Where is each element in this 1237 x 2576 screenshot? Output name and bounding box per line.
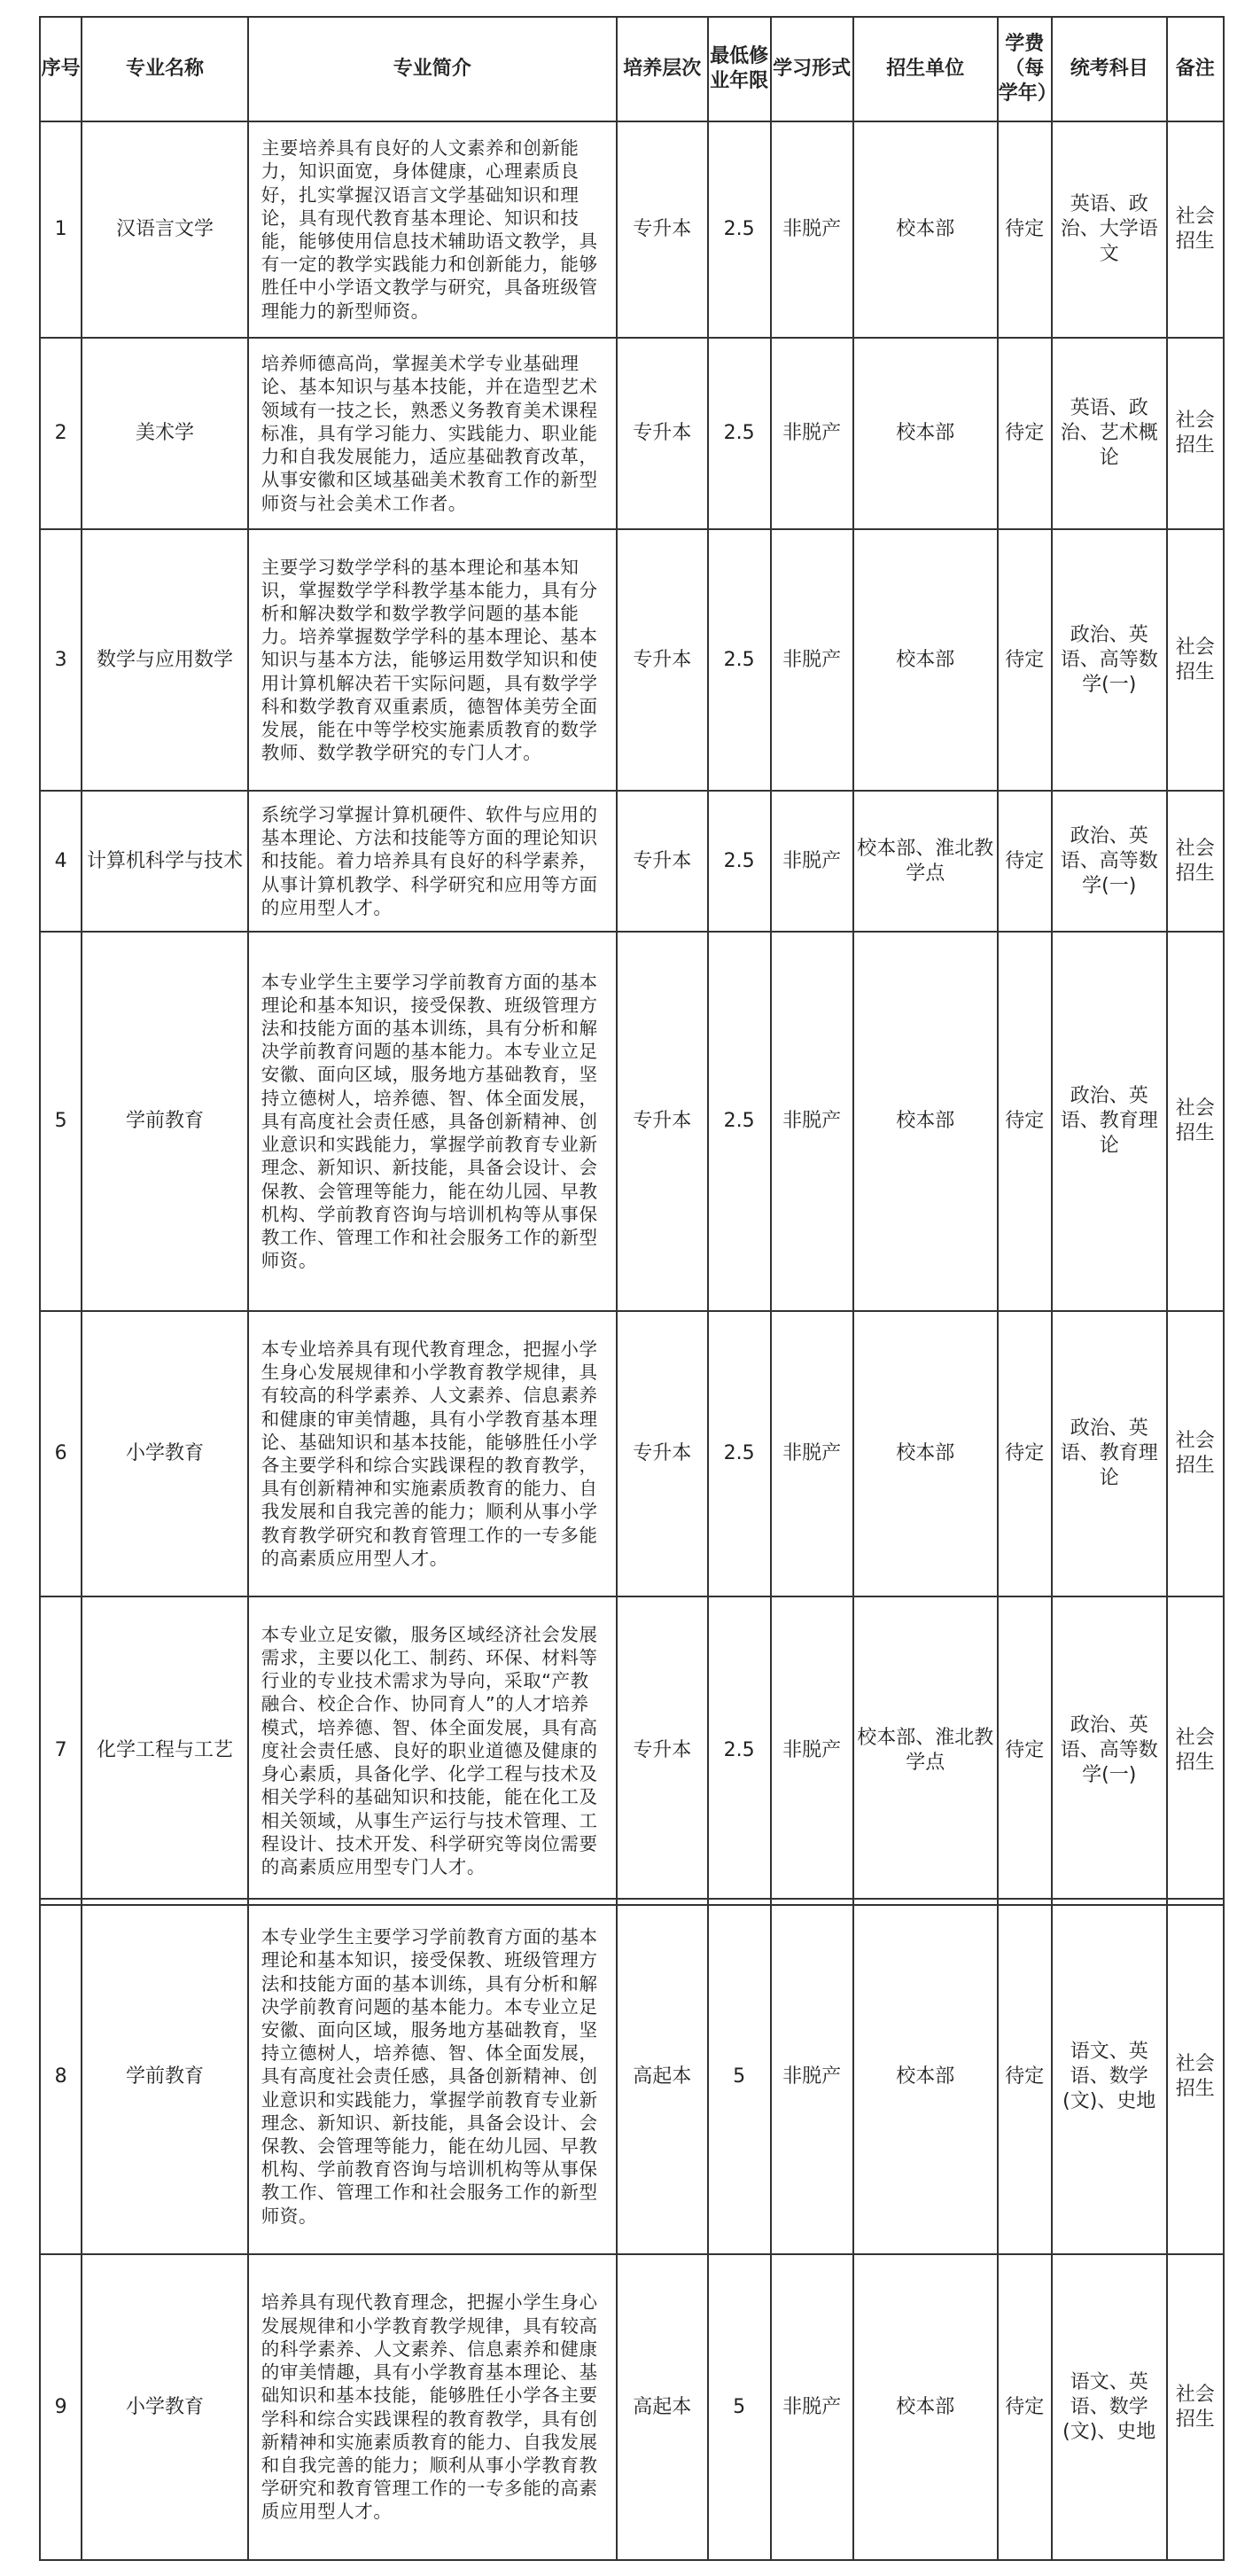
cell-fee: 待定	[998, 121, 1052, 338]
cell-fee: 待定	[998, 338, 1052, 529]
cell-level: 高起本	[617, 2254, 708, 2560]
cell-exam: 英语、政治、艺术概论	[1052, 338, 1167, 529]
header-name: 专业名称	[82, 17, 248, 121]
cell-intro: 系统学习掌握计算机硬件、软件与应用的基本理论、方法和技能等方面的理论知识和技能。着力培养具有良好的科学素养，从事计算机教学、科学研究和应用等方面的应用型人才。	[248, 791, 617, 932]
cell-intro: 本专业培养具有现代教育理念，把握小学生身心发展规律和小学教育教学规律，具有较高的科学素养、人文素养、信息素养和健康的审美情趣，具有小学教育基本理论、基础知识和基本技能，能够胜任小学各主要学科和综合实践课程的教育教学，具有创新精神和实施素质教育的能力、自我发展和自我完善的能力；顺利从事小学教育教学研究和教育管理工作的一专多能的高素质应用型人才。	[248, 1311, 617, 1596]
header-level: 培养层次	[617, 17, 708, 121]
cell-note: 社会招生	[1167, 529, 1224, 791]
cell-unit: 校本部	[853, 121, 998, 338]
enrollment-table-part-1	[39, 16, 1225, 1906]
header-note: 备注	[1167, 17, 1224, 121]
cell-fee: 待定	[998, 2254, 1052, 2560]
cell-level: 高起本	[617, 1899, 708, 2254]
cell-no: 8	[40, 1899, 82, 2254]
cell-level: 专升本	[617, 529, 708, 791]
cell-exam: 语文、英语、数学(文)、史地	[1052, 1899, 1167, 2254]
cell-fee: 待定	[998, 1899, 1052, 2254]
enrollment-table-part-2	[39, 1898, 1225, 2561]
cell-mode: 非脱产	[771, 932, 853, 1311]
cell-unit: 校本部	[853, 338, 998, 529]
cell-unit: 校本部	[853, 932, 998, 1311]
table-row	[40, 1596, 1224, 1905]
cell-exam: 政治、英语、高等数学(一)	[1052, 1596, 1167, 1905]
cell-fee: 待定	[998, 932, 1052, 1311]
header-mode: 学习形式	[771, 17, 853, 121]
cell-level: 专升本	[617, 791, 708, 932]
cell-mode: 非脱产	[771, 1596, 853, 1905]
table-row	[40, 791, 1224, 932]
cell-years: 2.5	[708, 529, 771, 791]
cell-intro: 本专业立足安徽，服务区域经济社会发展需求，主要以化工、制药、环保、材料等行业的专业技术需求为导向，采取“产教融合、校企合作、协同育人”的人才培养模式，培养德、智、体全面发展，具有高度社会责任感、良好的职业道德及健康的身心素质，具备化学、化学工程与技术及相关学科的基础知识和技能，能在化工及相关领域，从事生产运行与技术管理、工程设计、技术开发、科学研究等岗位需要的高素质应用型专门人才。	[248, 1596, 617, 1905]
cell-name: 美术学	[82, 338, 248, 529]
cell-level: 专升本	[617, 1596, 708, 1905]
cell-years: 2.5	[708, 791, 771, 932]
cell-unit: 校本部、淮北教学点	[853, 1596, 998, 1905]
cell-note: 社会招生	[1167, 1596, 1224, 1905]
cell-unit: 校本部、淮北教学点	[853, 791, 998, 932]
cell-no: 1	[40, 121, 82, 338]
cell-name: 学前教育	[82, 1899, 248, 2254]
cell-years: 2.5	[708, 338, 771, 529]
cell-note: 社会招生	[1167, 2254, 1224, 2560]
cell-level: 专升本	[617, 932, 708, 1311]
cell-intro: 培养师德高尚，掌握美术学专业基础理论、基本知识与基本技能，并在造型艺术领域有一技之长，熟悉义务教育美术课程标准，具有学习能力、实践能力、职业能力和自我发展能力，适应基础教育改革，从事安徽和区域基础美术教育工作的新型师资与社会美术工作者。	[248, 338, 617, 529]
cell-exam: 政治、英语、教育理论	[1052, 932, 1167, 1311]
cell-note: 社会招生	[1167, 338, 1224, 529]
cell-mode: 非脱产	[771, 1899, 853, 2254]
cell-name: 小学教育	[82, 2254, 248, 2560]
cell-intro: 主要培养具有良好的人文素养和创新能力，知识面宽，身体健康，心理素质良好，扎实掌握汉语言文学基础知识和理论，具有现代教育基本理论、知识和技能，能够使用信息技术辅助语文教学，具有一定的教学实践能力和创新能力，能够胜任中小学语文教学与研究，具备班级管理能力的新型师资。	[248, 121, 617, 338]
cell-fee: 待定	[998, 1311, 1052, 1596]
cell-no: 7	[40, 1596, 82, 1905]
header-years: 最低修业年限	[708, 17, 771, 121]
cell-exam: 政治、英语、高等数学(一)	[1052, 529, 1167, 791]
header-exam: 统考科目	[1052, 17, 1167, 121]
cell-mode: 非脱产	[771, 2254, 853, 2560]
cell-fee: 待定	[998, 529, 1052, 791]
cell-years: 2.5	[708, 1596, 771, 1905]
cell-name: 化学工程与工艺	[82, 1596, 248, 1905]
cell-level: 专升本	[617, 1311, 708, 1596]
table-row	[40, 932, 1224, 1311]
cell-exam: 政治、英语、教育理论	[1052, 1311, 1167, 1596]
cell-note: 社会招生	[1167, 1311, 1224, 1596]
cell-intro: 培养具有现代教育理念，把握小学生身心发展规律和小学教育教学规律，具有较高的科学素养、人文素养、信息素养和健康的审美情趣，具有小学教育基本理论、基础知识和基本技能，能够胜任小学各主要学科和综合实践课程的教育教学，具有创新精神和实施素质教育的能力、自我发展和自我完善的能力；顺利从事小学教育教学研究和教育管理工作的一专多能的高素质应用型人才。	[248, 2254, 617, 2560]
cell-note: 社会招生	[1167, 932, 1224, 1311]
cell-unit: 校本部	[853, 2254, 998, 2560]
cell-years: 5	[708, 1899, 771, 2254]
cell-years: 2.5	[708, 1311, 771, 1596]
table-row	[40, 529, 1224, 791]
cell-name: 数学与应用数学	[82, 529, 248, 791]
cell-level: 专升本	[617, 121, 708, 338]
cell-unit: 校本部	[853, 1311, 998, 1596]
header-fee: 学费（每学年）	[998, 17, 1052, 121]
cell-exam: 政治、英语、高等数学(一)	[1052, 791, 1167, 932]
cell-note: 社会招生	[1167, 121, 1224, 338]
cell-no: 2	[40, 338, 82, 529]
cell-no: 6	[40, 1311, 82, 1596]
cell-name: 计算机科学与技术	[82, 791, 248, 932]
cell-no: 9	[40, 2254, 82, 2560]
cell-exam: 语文、英语、数学(文)、史地	[1052, 2254, 1167, 2560]
table-row	[40, 121, 1224, 338]
cell-name: 小学教育	[82, 1311, 248, 1596]
cell-years: 2.5	[708, 121, 771, 338]
cell-years: 2.5	[708, 932, 771, 1311]
table-row	[40, 1899, 1224, 2254]
header-intro: 专业简介	[248, 17, 617, 121]
cell-unit: 校本部	[853, 1899, 998, 2254]
cell-fee: 待定	[998, 1596, 1052, 1905]
cell-intro: 本专业学生主要学习学前教育方面的基本理论和基本知识，接受保教、班级管理方法和技能方面的基本训练，具有分析和解决学前教育问题的基本能力。本专业立足安徽、面向区域，服务地方基础教育，坚持立德树人，培养德、智、体全面发展，具有高度社会责任感，具备创新精神、创业意识和实践能力，掌握学前教育专业新理念、新知识、新技能，具备会设计、会保教、会管理等能力，能在幼儿园、早教机构、学前教育咨询与培训机构等从事保教工作、管理工作和社会服务工作的新型师资。	[248, 1899, 617, 2254]
cell-mode: 非脱产	[771, 791, 853, 932]
table-row	[40, 2254, 1224, 2560]
cell-level: 专升本	[617, 338, 708, 529]
table-row	[40, 338, 1224, 529]
cell-no: 3	[40, 529, 82, 791]
header-row	[40, 17, 1224, 121]
cell-intro: 本专业学生主要学习学前教育方面的基本理论和基本知识，接受保教、班级管理方法和技能方面的基本训练，具有分析和解决学前教育问题的基本能力。本专业立足安徽、面向区域，服务地方基础教育，坚持立德树人，培养德、智、体全面发展，具有高度社会责任感，具备创新精神、创业意识和实践能力，掌握学前教育专业新理念、新知识、新技能，具备会设计、会保教、会管理等能力，能在幼儿园、早教机构、学前教育咨询与培训机构等从事保教工作、管理工作和社会服务工作的新型师资。	[248, 932, 617, 1311]
header-no: 序号	[40, 17, 82, 121]
table-row	[40, 1311, 1224, 1596]
cell-name: 学前教育	[82, 932, 248, 1311]
cell-fee: 待定	[998, 791, 1052, 932]
cell-unit: 校本部	[853, 529, 998, 791]
cell-name: 汉语言文学	[82, 121, 248, 338]
cell-no: 5	[40, 932, 82, 1311]
cell-intro: 主要学习数学学科的基本理论和基本知识，掌握数学学科教学基本能力，具有分析和解决数学和数学教学问题的基本能力。培养掌握数学学科的基本理论、基本知识与基本方法，能够运用数学知识和使用计算机解决若干实际问题，具有数学学科和数学教育双重素质，德智体美劳全面发展，能在中等学校实施素质教育的数学教师、数学教学研究的专门人才。	[248, 529, 617, 791]
header-unit: 招生单位	[853, 17, 998, 121]
cell-exam: 英语、政治、大学语文	[1052, 121, 1167, 338]
cell-mode: 非脱产	[771, 121, 853, 338]
cell-mode: 非脱产	[771, 338, 853, 529]
cell-mode: 非脱产	[771, 529, 853, 791]
cell-no: 4	[40, 791, 82, 932]
cell-note: 社会招生	[1167, 791, 1224, 932]
cell-note: 社会招生	[1167, 1899, 1224, 2254]
cell-mode: 非脱产	[771, 1311, 853, 1596]
cell-years: 5	[708, 2254, 771, 2560]
